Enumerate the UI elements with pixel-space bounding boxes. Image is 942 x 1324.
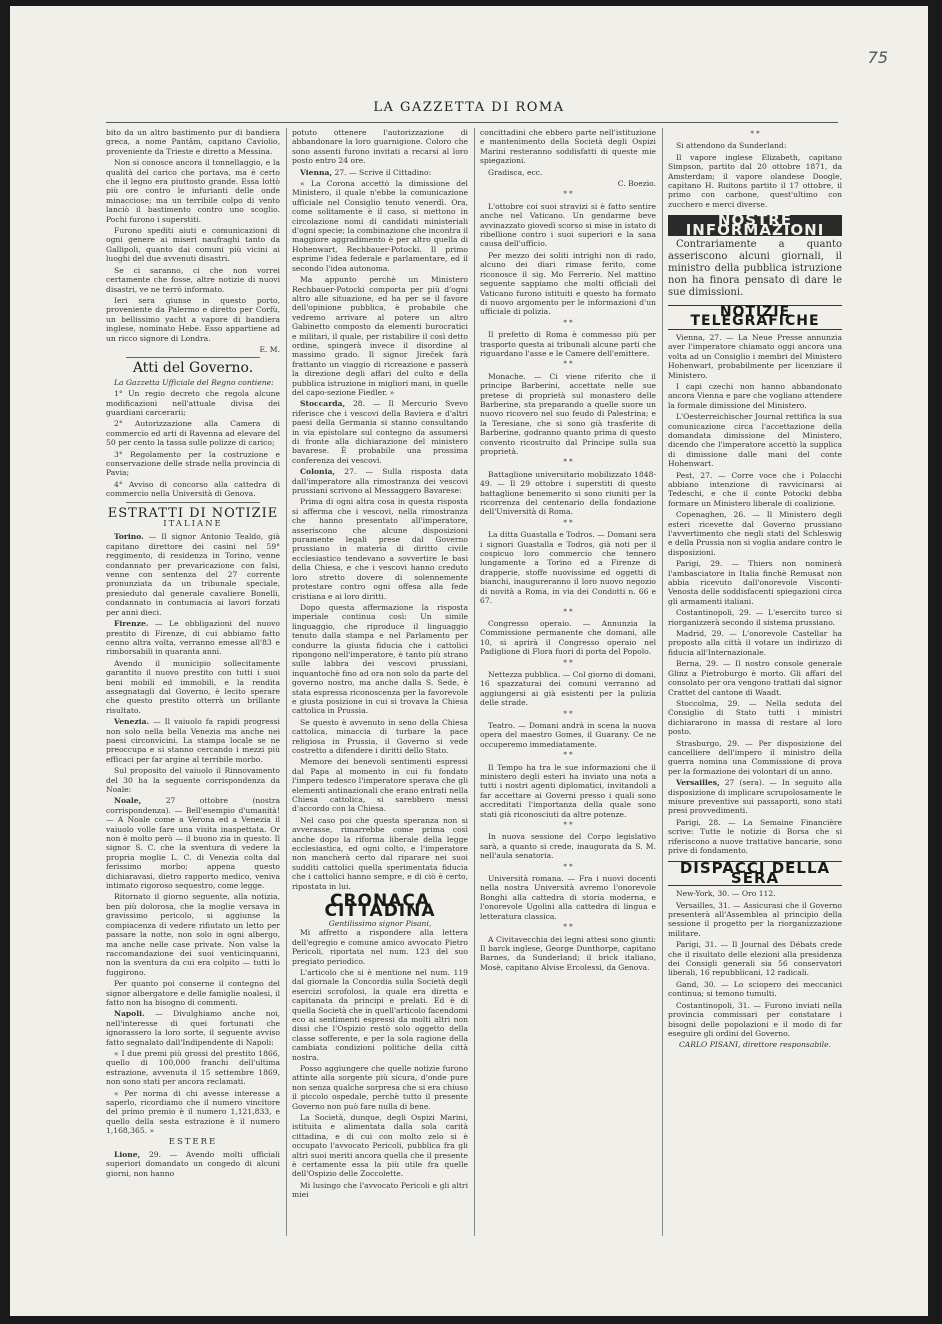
news-text: — Il signor Antonio Tealdo, già capitano direttore dei casini nel 59° reggimento, di residenza in Torino, venne condannato per prevaricazione con falsi, venne con sentenza del 27 corrente pronunziata da un tribunale speciale, presieduto dal generale cavaliere Bonelli, condannato in contumacia ai lavori forzati per anni dieci.	[106, 532, 280, 617]
place: Torino.	[114, 532, 144, 542]
news-item	[292, 399, 468, 465]
paragraph: Nel caso poi che questa speranza non si avverasse, rimarrebbe come prima così anche dopo la riforma liberale della legge ecclesiastica, ed ogni colto, e l'imperatore non mancherà certo dal riparare nei suoi sudditi cattolici quella sperimentata fiducia che i cattolici hanno sempre, e di ciò è certo, ripostata in lui.	[292, 815, 468, 891]
paragraph: Contrariamente a quanto asseriscono alcuni giornali, il ministro della pubblica istruzione non ha finora pensato di dare le sue dimissioni.	[668, 239, 842, 299]
news-item	[292, 168, 468, 177]
paragraph: Ma appunto perchè un Ministero Rechbauer-Potocki comporta per più d'ogni altro alle situazione, ed ha per se il favore dell'opinione pubblica, è probabile che vedremo arrivare al potere un altro Gabinetto composto da elementi burocratici e militari, il quale, per ristabilire il così detto ordine, spingerà invece il disordine al massimo grado. Il signor Jireček farà frattanto un viaggio di ricreazione e passerà la direzione degli affari del culto e della pubblica istruzione in migliori mani, in quelle del capo-sezione Fiedler. »	[292, 275, 468, 397]
paragraph: Se ci saranno, ci che non vorrei certamente che fosse, altre notizie di nuovi disastri, ve ne terrò informato.	[106, 265, 280, 294]
news-text: — Il vaiuolo fa rapidi progressi non solo nella bella Venezia ma anche nei paesi circonvicini. La stampa locale se ne preoccupa e si stanno cercando i mezzi più efficaci per far argine al terribile morbo.	[106, 717, 280, 764]
news-item: L'ottobre coi suoi stravizi si è fatto sentire anche nel Vaticano. Un gendarme beve avvinazzato giovedì scorso si mise in istato di ribellione contro i suoi superiori e la sana causa dell'ufficio.	[480, 201, 656, 249]
news-text: Ritornato il giorno seguente, alla notizia, ben più dolorosa, che la moglie versava in gravissimo pericolo, si aggiunse la compiacenza di vedere rifiutato un letto per passare la notte, non solo in ogni albergo, ma anche nelle case private. Non valse la raccomandazione dei suoi venticinquanni, non la sventura da cui era colpito — tutti lo fuggirono.	[106, 892, 280, 977]
news-item: Copenaghen, 26. — Il Ministero degli esteri ricevette dal Governo prussiano l'avvertimento che negli stati del Schleswig e della Prussia non si voglia andare contro le disposizioni.	[668, 510, 842, 557]
news-item	[106, 619, 280, 657]
news-item: Berna, 29. — Il nostro console generale Glinz a Pietroburgo è morto. Gli affari del consolato per ora vengono trattati dal signor Crattet del cantone di Waadt.	[668, 659, 842, 697]
paragraph: « La Corona accettò la dimissione del Ministero, il quale n'ebbe la comunicazione ufficiale nel Consiglio tenuto venerdì. Ora, come solitamente è il caso, si mettono in circolazione nomi di candidati ministeriali d'ogni specie; la combinazione che incontra il maggiore aggradimento è per altro quella di Hohenwart, Rechbauer-Potocki. Il primo esprime l'idea federale e parlamentare, ed il secondo l'idea autonoma.	[292, 179, 468, 273]
news-item: Nettezza pubblica. — Col giorno di domani, 16 spazzaturai dei comuni verranno ad aggiungersi ai già esistenti per la pulizia delle strade.	[480, 669, 656, 708]
news-text: 27. — Sulla risposta data dall'imperatore alla rimostranza dei vescovi prussiani scrivono al Messaggero Bavarese:	[292, 467, 468, 496]
page-number: 75	[867, 48, 888, 67]
divider	[126, 502, 260, 503]
section-title-estratti: ESTRATTI DI NOTIZIE	[107, 505, 279, 521]
news-item: Versailles, 31. — Assicurasi che il Governo presenterà all'Assemblea al principio della sessione il progetto per la riorganizzazione militare.	[668, 900, 842, 938]
paragraph: L'articolo che si è mentione nel num. 119 dal giornale la Concordia sulla Società degli esercizi scrofolosi, la quale era diretta e capitanata da principi e prelati. Ed è di quella Società che in quell'articolo facendomi eco ai sentimenti espressi da molti altri non dissi che l'Ospizio restò solo oggetto della classe sofferente, e per la sola ragione della cambiata condizioni politiche della città nostra.	[292, 967, 468, 1062]
list-item: 3° Regolamento per la costruzione e conservazione delle strade nella provincia di Pavia;	[106, 449, 280, 478]
salutation: Gentilissimo signor Pisani,	[328, 918, 432, 928]
news-text: 28. — Il Mercurio Svevo riferisce che i vescovi della Baviera e d'altri paesi della Germania si stanno consultando in via epistolare sul contegno da assumersi di fronte alla dichiarazione del ministero bavarese. È probabile una prossima conferenza dei vescovi.	[292, 399, 468, 465]
paragraph: Se questo è avvenuto in seno della Chiesa cattolica, minaccia di turbare la pace religiosa in Prussia, il Governo si vede costretto a difendere i diritti dello Stato.	[292, 717, 468, 755]
masthead-rule	[106, 122, 838, 123]
subsection-italiane: ITALIANE	[163, 519, 223, 530]
news-item: Parigi, 31. — Il Journal des Débats crede che il risultato delle elezioni alla presidenza dei Consigli generali sia 56 conservatori liberali, 16 repubblicani, 12 radicali.	[668, 940, 842, 978]
news-item: Costantinopoli, 31. — Furono inviati nella provincia commissari per constatare i bisogni delle popolazioni e il modo di far eseguire gli ordini del Governo.	[668, 1000, 842, 1038]
news-text: 27. — Scrive il Cittadino:	[334, 167, 432, 177]
paragraph: Ieri sera giunse in questo porto, proveniente da Palermo e diretto per Corfù, un bellissimo yacht a vapore di bandiera inglese, nominato Hebe. Esso appartiene ad un ricco signore di Londra.	[106, 295, 280, 343]
divider	[126, 357, 260, 358]
place: Colonia,	[300, 467, 336, 477]
news-item: Parigi, 29. — Thiers non nominerà l'ambasciatore in Italia finchè Remusat non abbia ricevuto dall'onorevole Visconti-Venosta delle soddisfacenti spiegazioni circa gli armamenti italiani.	[668, 559, 842, 606]
news-text: « I due premi più grossi del prestito 1866, quello di 100,000 franchi dell'ultima estrazione, avvenuta il 15 settembre 1869, non sono stati per ancora reclamati.	[106, 1048, 280, 1087]
separator-stars: * *	[563, 821, 573, 830]
news-item: New-York, 30. — Oro 112.	[676, 889, 776, 899]
news-item: Pest, 27. — Corre voce che i Polacchi abbiano intenzione di ravvicinarsi ai Tedeschi, e che il conte Potocki debba formare un Ministero liberale di coalizione.	[668, 470, 842, 508]
closing: Gradisca, ecc.	[488, 167, 543, 177]
column-3	[480, 128, 656, 1236]
news-item: Il prefetto di Roma è commesso più per trasporto questa ai tribunali alcune parti che riguardano l'asse e le Camere dell'emittere.	[480, 330, 656, 358]
place: Lione,	[114, 1150, 141, 1160]
column-4	[668, 128, 842, 1236]
paragraph: Prima di ogni altra cosa in questa risposta si afferma che i vescovi, nella rimostranza che hanno presentato all'imperatore, asseriscono che alcune disposizioni puramente legali prese dal Governo prussiano in materia di diritto civile ecclesiastico tendevano a sovvertire le basi della Chiesa, e che i vescovi hanno creduto loro stretto dovere di solennemente protestare contro ogni offesa alla fede cristiana e ai loro diritti.	[292, 497, 468, 601]
news-text: « Per norma di chi avesse interesse a saperlo, ricordiamo che il numero vincitore del primo premio è il numero 1,121,833, e quello della sesta estrazione è il numero 1,168,365. »	[106, 1088, 280, 1136]
news-item: Vienna, 27. — La Neue Presse annunzia aver l'imperatore chiamato oggi ancora una volta ad un Consiglio i membri del Ministero Hohenwart, probabilmente per licenziare il Ministero.	[668, 332, 842, 380]
separator-stars: * *	[563, 709, 573, 718]
paragraph: Furono spediti aiuti e comunicazioni di ogni genere ai miseri naufraghi tanto da Gallipoli, quanto dai comuni più vicini ai luoghi del due avvenuti disastri.	[106, 226, 280, 264]
news-item	[106, 659, 280, 715]
news-text: 27 (sera). — In seguito alla disposizione di implicare scrupolosamente le misure preventive sui passaporti, sono stati presi provvedimenti.	[668, 778, 842, 816]
section-title-dispacci: DISPACCI DELLA SERA	[668, 861, 842, 886]
news-item: Teatro. — Domani andrà in scena la nuova opera del maestro Gomes, il Guarany. Ce ne occuperemo immediatamente.	[480, 720, 656, 749]
column-divider	[474, 128, 475, 1236]
place: Noale,	[114, 796, 142, 806]
news-item: La ditta Guastalla e Todros. — Domani sera i signori Guastalla e Todros, già noti per il cospicuo loro commercio che tennero lungamente a Torino ed a Firenze di drapperie, stoffe nuovissime ed oggetti di bianchi, inaugureranno il loro nuovo negozio di novità a Roma, in via dei Condotti n. 66 e 67.	[480, 530, 656, 606]
news-item	[292, 467, 468, 495]
list-item: 1° Un regio decreto che regola alcune modificazioni nell'attuale divisa dei guardiani carcerarii;	[106, 389, 280, 417]
news-item	[668, 778, 842, 816]
news-item	[106, 1009, 280, 1047]
paragraph: La Gazzetta Ufficiale del Regno contiene:	[114, 377, 274, 387]
masthead: LA GAZZETTA DI ROMA	[373, 100, 565, 115]
paragraph: Memore dei benevoli sentimenti espressi dal Papa al momento in cui fu fondato l'impero tedesco l'imperatore sperava che gli elementi antinazionali che erano entrati nella Chiesa cattolica, si sarebbero messi d'accordo con la Chiesa.	[292, 757, 468, 814]
section-title-cronaca: CRONACA CITTADINA	[324, 891, 436, 921]
news-item: Università romana. — Fra i nuovi docenti nella nostra Università avremo l'onorevole Bonghi alla cattedra di storia moderna, e l'onorevole Ugolini alla cattedra di lingua e letteratura classica.	[480, 874, 656, 921]
separator-stars: * *	[563, 751, 573, 760]
place: Firenze.	[114, 619, 149, 629]
separator-stars: * *	[563, 518, 573, 527]
signature: E. M.	[259, 344, 280, 354]
signature: C. Boezio.	[617, 179, 656, 189]
news-text: — Divulghiamo anche noi, nell'interesse di quei fortunati che ignorassero la loro sorte, il seguente avviso fatto segnalato dall'Indipendente di Napoli:	[106, 1009, 280, 1047]
news-item: In nuova sessione del Corpo legislativo sarà, a quanto si crede, inaugurata da S. M. nell'aula senatoria.	[480, 832, 656, 861]
news-item	[106, 1049, 280, 1087]
column-2	[292, 128, 468, 1236]
place: Versailles,	[676, 778, 720, 788]
paragraph: potuto ottenere l'autorizzazione di abbandonare la loro guarnigione. Coloro che sono assenti furono invitati a recarsi al loro posto entro 24 ore.	[292, 128, 468, 166]
news-item	[106, 979, 280, 1007]
news-item: A Civitavecchia dei legni attesi sono giunti: Il barck inglese, George Dunthorpe, capitano Barnes, da Sunderland; il brick italiano, Mosè, capitano Alvise Ercolessi, da Genova.	[480, 934, 656, 972]
news-item	[106, 717, 280, 764]
news-item: Per mezzo dei soliti intrighi non di rado, alcuno dei diari rimase ferito, come riconosce il sig. Mo Ferrerio. Nel mattino seguente sappiamo che molti officiali del Vaticano furono istituiti e questo ha formato di nuovo argomento per le informazioni d'un ufficiale di polizia.	[480, 250, 656, 317]
column-divider	[662, 128, 663, 1236]
paragraph: Si attendono da Sunderland:	[676, 141, 787, 151]
subsection-estere: ESTERE	[168, 1136, 218, 1147]
news-item	[106, 532, 280, 617]
separator-stars: * *	[563, 658, 573, 667]
section-title-nostre-informazioni: NOSTRE INFORMAZIONI	[668, 215, 842, 236]
news-text: 29. — Avendo molti ufficiali superiori domandato un congedo di alcuni giorni, non hanno	[106, 1150, 280, 1178]
news-item	[106, 796, 280, 890]
news-item	[106, 766, 280, 794]
separator-stars: * *	[563, 607, 573, 616]
section-title-atti: Atti del Governo.	[132, 360, 254, 377]
paragraph: Dopo questa affermazione la risposta imperiale continua così: Un simile linguaggio, che riproduce il linguaggio tenuto dalla stampa e nel Parlamento per condurre la giusta fiducia che i cattolici ripongono nell'imperatore, è tanto più strano sulle labbra dei vescovi prussiani, inquantochè fino ad ora non solo da parte del governo nostro, ma anche dalla S. Sede, è stata espressa riconoscenza per la favorevole e giusta posizione in cui si trovava la Chiesa cattolica in Prussia.	[292, 602, 468, 716]
editor-signature: CARLO PISANI, direttore responsabile.	[679, 1040, 831, 1050]
news-item: I capi czechi non hanno abbandonato ancora Vienna e pare che vogliano attendere la formale dimissione del Ministero.	[668, 381, 842, 410]
column-divider	[286, 128, 287, 1236]
news-item: Monache. — Ci viene riferito che il principe Barberini, accettate nelle sue pretese di proprietà sul monastero delle Barberine, sta preparando a quelle suore un nuovo ricovero nel suo feudo di Palestrina; e la Teresiane, che si sono già trasferite di Barberine, godranno quanto prima di questo convento ricostruito dal Principe sulla sua proprietà.	[480, 371, 656, 456]
news-text: — Le obbligazioni del nuovo prestito di Firenze, di cui abbiamo fatto cenno altra volta, verranno emesse all'83 e rimborsabili in quaranta anni.	[106, 619, 280, 657]
place: Stoccarda,	[300, 399, 346, 409]
paragraph: Mi lusingo che l'avvocato Pericoli e gli altri miei	[292, 1180, 468, 1200]
separator-stars: * *	[563, 458, 573, 467]
place: Napoli.	[114, 1009, 145, 1019]
separator-stars: * *	[750, 130, 760, 138]
news-text: 27 ottobre (nostra corrispondenza). — Bell'esempio d'umanità! — A Noale come a Verona ed a Venezia il vaiuolo volle fare una visita inaspettata. Or non è molto però — il buono zia in questo. Il signor S. C. che la sventura di vedere la propria moglie L. C. di Venezia colta dal ferissimo morbo; appena questo dichiaravasi, dietro rapporto medico, veniva intimato rigoroso sequestro, come legge.	[106, 796, 280, 891]
separator-stars: * *	[563, 190, 573, 199]
news-item: Congresso operaio. — Annunzia la Commissione permanente che domani, alle 10, si aprirà il Congresso operaio nel Padiglione di Flora fuori di porta del Popolo.	[480, 618, 656, 657]
news-item: Gand, 30. — Lo sciopero dei meccanici continua; si temono tumulti.	[668, 979, 842, 999]
news-item: Il Tempo ha tra le sue informazioni che il ministero degli esteri ha inviato una nota a tutti i nostri agenti diplomatici, invitandoli a far accettare ai Governi presso i quali sono accreditati l'importanza della quale sono stati già riconosciuti da altre potenze.	[480, 762, 656, 819]
paragraph: Posso aggiungere che quelle notizie furono attinte alla sorgente più sicura, d'onde pure non senza qualche sorpresa che si era chiuso il piccolo ospedale, perchè tutto il presente Governo non può fare nulla di bene.	[292, 1064, 468, 1111]
paragraph: Il vapore inglese Elizabeth, capitano Simpson, partito dal 20 ottobre 1871, da Amsterdam; il vapore olandese Doogle, capitano H. Ruitons partito il 17 ottobre, il primo con carbone, quest'ultimo con zucchero e merci diverse.	[668, 152, 842, 209]
news-item: Stoccolma, 29. — Nella seduta del Consiglio di Stato tutti i ministri dichiararono in massa di restare al loro posto.	[668, 698, 842, 737]
paragraph: Mi affretto a rispondere alla lettera dell'egregio e comune amico avvocato Pietro Pericoli, riportata nel num. 123 del suo pregiato periodico.	[292, 928, 468, 966]
paragraph: bito da un altro bastimento pur di bandiera greca, a nome Pantâm, capitano Caviolio, proveniente da Trieste e diretto a Messina.	[106, 128, 280, 156]
news-item: Costantinopoli, 29. — L'esercito turco si riorganizzerà secondo il sistema prussiano.	[668, 608, 842, 627]
news-item: Battaglione universitario mobilizzato 1848-49. — Il 29 ottobre i superstiti di questo battaglione benemerito si sono riuniti per la ricorrenza del centenario della fondazione dell'Università di Roma.	[480, 469, 656, 517]
news-item	[106, 1150, 280, 1178]
separator-stars: * *	[563, 862, 573, 871]
news-item: Strasburgo, 29. — Per disposizione del cancelliere dell'impero il ministro della guerra nomina una Commissione di prova per la formazione dei volontari di un anno.	[668, 738, 842, 776]
paragraph: Non si conosce ancora il tonnellaggio, e la qualità del carico che portava, ma è certo che il legno era piuttosto grande. Essa lottò più ore contro le infurianti delle onde minacciose; ma un terribile colpo di vento lanciò il bastimento contro uno scoglio. Pochi furono i superstiti.	[106, 158, 280, 224]
column-1	[106, 128, 280, 1236]
news-item	[106, 892, 280, 977]
paragraph: concittadini che ebbero parte nell'istituzione e mantenimento della Società degli Ospizi Marini resteranno soddisfatti di queste mie spiegazioni.	[480, 128, 656, 166]
place: Vienna,	[300, 167, 333, 177]
news-item: Madrid, 29. — L'onorevole Castellar ha proposto alla città il votare un indirizzo di fiducia all'Internazionale.	[668, 629, 842, 657]
section-title-telegrafiche: NOTIZIE TELEGRAFICHE	[668, 305, 842, 330]
separator-stars: * *	[563, 923, 573, 932]
separator-stars: * *	[563, 318, 573, 327]
news-text: Sul proposito del vaiuolo il Rinnovamento del 30 ha la seguente corrispondenza da Noale:	[106, 766, 280, 794]
separator-stars: * *	[563, 360, 573, 369]
news-item: L'Oesterreichischer Journal rettifica la sua comunicazione circa l'accettazione della domandata dimissione del Ministero, dicendo che l'imperatore accettò la supplica di dimissione dalle mani del conte Hohenwart.	[668, 412, 842, 469]
paragraph: La Società, dunque, degli Ospizi Marini, istituita e alimentata dalla sola carità cittadina, e di cui con molto zelo si è occupato l'avvocato Pericoli, pubblica fra gli altri suoi meriti ancora quella che il presente è certamente essa la più utile fra quelle dell'Ospizio delle Zoccolette.	[292, 1113, 468, 1179]
newspaper-page	[10, 6, 928, 1316]
news-text: Per quanto poi conserne il contegno del signor albergatore e delle famiglie noalesi, il fatto non ha bisogno di commenti.	[106, 979, 280, 1007]
place: Venezia.	[114, 717, 150, 727]
news-text: Avendo il municipio sollecitamente garantito il nuovo prestito con tutti i suoi beni mobili ed immobili, e la rendita assegnatagli dal Governo, è lecito sperare che questo prestito otterrà un brillante risultato.	[106, 658, 280, 715]
news-item: Parigi, 28. — La Semaine Financière scrive: Tutte le notizie di Borsa che si riferiscono a nuove trattative bancarie, sono prive di fondamento.	[668, 817, 842, 855]
list-item: 4° Avviso di concorso alla cattedra di commercio nella Università di Genova.	[106, 479, 280, 499]
news-item	[106, 1089, 280, 1136]
list-item: 2° Autorizzazione alla Camera di commercio ed arti di Ravenna ad elevare del 50 per cento la tassa sulle polizze di carico;	[106, 419, 280, 448]
